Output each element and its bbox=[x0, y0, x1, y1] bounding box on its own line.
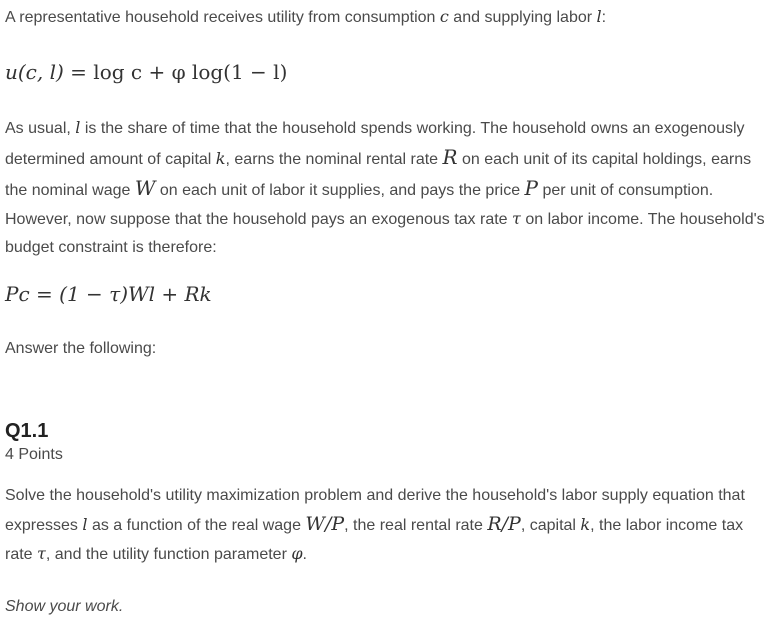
utility-equation: u(c, l) = log c + φ log(1 − l) bbox=[5, 60, 288, 84]
question-title: Q1.1 bbox=[5, 420, 49, 442]
answer-prompt: Answer the following: bbox=[5, 340, 157, 357]
budget-equation: Pc = (1 − τ)Wl + Rk bbox=[5, 282, 212, 306]
question-points: 4 Points bbox=[5, 446, 63, 463]
var-c: c bbox=[439, 7, 449, 26]
show-work-note: Show your work. bbox=[5, 598, 124, 615]
question-prompt: Solve the household's utility maximization problem and derive the household's labor supply equation that expresses l as a function of the real wage W/P, the real rental rate R/P, capital k, the labor income tax rate τ, and the utility function parameter φ. bbox=[5, 487, 745, 563]
var-l: l bbox=[596, 7, 602, 26]
intro-sentence: A representative household receives utility from consumption c and supplying labor l: bbox=[5, 7, 607, 26]
description-paragraph: As usual, l is the share of time that the household spends working. The household owns an exogenously determined amount of capital k, earns the nominal rental rate R on each unit of its capital holdings, earns the nominal wage W on each unit of labor it supplies, and pays the price P per unit of consumption. However, now suppose that the household pays an exogenous tax rate τ on labor income. The household's budget constraint is therefore: bbox=[5, 118, 765, 256]
